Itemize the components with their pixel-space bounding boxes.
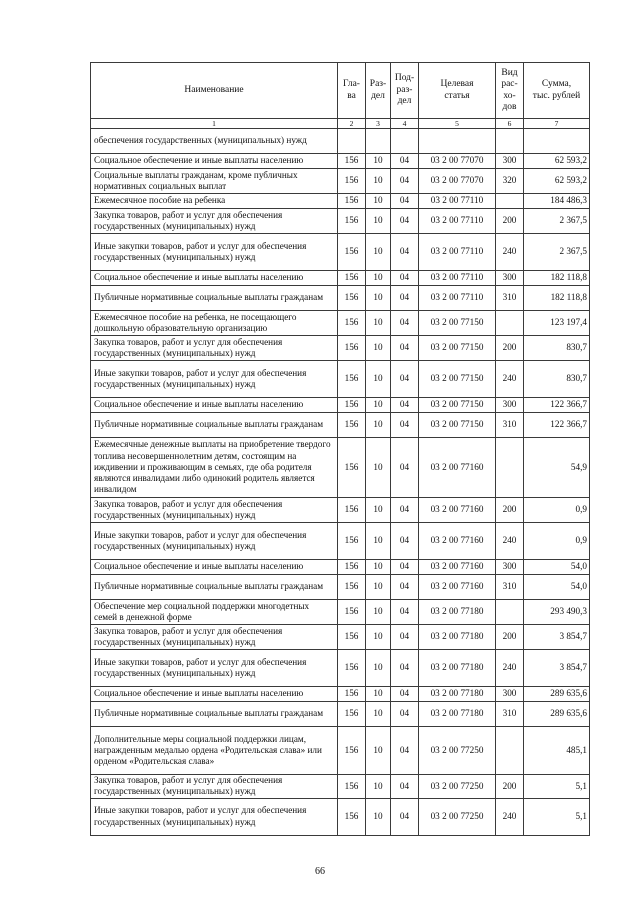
- row-razdel: 10: [366, 194, 391, 209]
- row-vid: 310: [496, 286, 524, 311]
- row-podrazdel: 04: [391, 336, 419, 361]
- row-name: Социальное обеспечение и иные выплаты населению: [91, 154, 338, 169]
- row-vid: 200: [496, 775, 524, 799]
- row-glava: 156: [338, 169, 366, 194]
- row-razdel: 10: [366, 575, 391, 600]
- header-name: Наименование: [91, 63, 338, 119]
- row-glava: 156: [338, 311, 366, 336]
- header-target: Целевая статья: [419, 63, 496, 119]
- table-row: [91, 271, 590, 286]
- table-row: [91, 413, 590, 438]
- row-name: Публичные нормативные социальные выплаты гражданам: [91, 575, 338, 600]
- row-sum: 122 366,7: [524, 398, 590, 413]
- row-glava: 156: [338, 702, 366, 727]
- row-sum: 3 854,7: [524, 625, 590, 650]
- row-name: Ежемесячные денежные выплаты на приобретение твердого топлива несовершеннолетним детям, состоящим на иждивении и проживающим в семьях, где оба родителя являются инвалидами либо одинокий родитель является инвалидом: [91, 438, 338, 498]
- row-vid: 200: [496, 498, 524, 523]
- row-sum: 2 367,5: [524, 234, 590, 271]
- row-sum: 122 366,7: [524, 413, 590, 438]
- row-sum: 2 367,5: [524, 209, 590, 234]
- row-podrazdel: 04: [391, 169, 419, 194]
- row-razdel: 10: [366, 361, 391, 398]
- row-target: 03 2 00 77150: [419, 336, 496, 361]
- row-glava: 156: [338, 286, 366, 311]
- row-podrazdel: 04: [391, 194, 419, 209]
- row-target: 03 2 00 77110: [419, 209, 496, 234]
- row-sum: 54,0: [524, 575, 590, 600]
- row-glava: 156: [338, 523, 366, 560]
- table-row: [91, 775, 590, 799]
- row-name: Закупка товаров, работ и услуг для обеспечения государственных (муниципальных) нужд: [91, 336, 338, 361]
- table-row: [91, 234, 590, 271]
- row-vid: 200: [496, 209, 524, 234]
- row-target: 03 2 00 77180: [419, 650, 496, 687]
- row-target: [419, 129, 496, 154]
- row-target: 03 2 00 77160: [419, 575, 496, 600]
- row-razdel: 10: [366, 234, 391, 271]
- row-sum: 0,9: [524, 523, 590, 560]
- header-row: [91, 63, 590, 119]
- row-target: 03 2 00 77110: [419, 234, 496, 271]
- row-glava: 156: [338, 361, 366, 398]
- table-row: [91, 209, 590, 234]
- row-target: 03 2 00 77070: [419, 169, 496, 194]
- table-row: [91, 438, 590, 498]
- row-razdel: 10: [366, 650, 391, 687]
- row-target: 03 2 00 77180: [419, 702, 496, 727]
- row-razdel: 10: [366, 625, 391, 650]
- row-name: обеспечения государственных (муниципальных) нужд: [91, 129, 338, 154]
- header-vid: Вид рас- хо- дов: [496, 63, 524, 119]
- column-number: 6: [496, 119, 524, 129]
- row-vid: 310: [496, 575, 524, 600]
- table-row: [91, 687, 590, 702]
- header-razdel: Раз- дел: [366, 63, 391, 119]
- row-sum: 182 118,8: [524, 271, 590, 286]
- row-target: 03 2 00 77110: [419, 194, 496, 209]
- row-razdel: [366, 129, 391, 154]
- column-number: 7: [524, 119, 590, 129]
- table-row: [91, 523, 590, 560]
- row-glava: 156: [338, 798, 366, 835]
- row-sum: 184 486,3: [524, 194, 590, 209]
- row-razdel: 10: [366, 398, 391, 413]
- row-name: Иные закупки товаров, работ и услуг для обеспечения государственных (муниципальных) нужд: [91, 361, 338, 398]
- row-vid: 240: [496, 523, 524, 560]
- table-row: [91, 336, 590, 361]
- row-target: 03 2 00 77070: [419, 154, 496, 169]
- row-razdel: 10: [366, 727, 391, 775]
- row-razdel: 10: [366, 600, 391, 625]
- row-podrazdel: 04: [391, 398, 419, 413]
- row-podrazdel: 04: [391, 311, 419, 336]
- row-name: Социальное обеспечение и иные выплаты населению: [91, 398, 338, 413]
- row-vid: [496, 600, 524, 625]
- row-podrazdel: 04: [391, 600, 419, 625]
- row-podrazdel: [391, 129, 419, 154]
- row-podrazdel: 04: [391, 271, 419, 286]
- row-name: Закупка товаров, работ и услуг для обеспечения государственных (муниципальных) нужд: [91, 775, 338, 799]
- row-sum: 289 635,6: [524, 702, 590, 727]
- row-sum: 54,9: [524, 438, 590, 498]
- page-number: 66: [315, 866, 325, 877]
- row-podrazdel: 04: [391, 413, 419, 438]
- row-razdel: 10: [366, 798, 391, 835]
- row-name: Дополнительные меры социальной поддержки лицам, награжденным медалью ордена «Родительская слава» или орденом «Родительская слава»: [91, 727, 338, 775]
- row-name: Закупка товаров, работ и услуг для обеспечения государственных (муниципальных) нужд: [91, 209, 338, 234]
- row-vid: 310: [496, 413, 524, 438]
- row-podrazdel: 04: [391, 361, 419, 398]
- row-glava: 156: [338, 498, 366, 523]
- row-glava: 156: [338, 600, 366, 625]
- row-razdel: 10: [366, 154, 391, 169]
- row-name: Публичные нормативные социальные выплаты гражданам: [91, 702, 338, 727]
- table-row: [91, 702, 590, 727]
- row-name: Иные закупки товаров, работ и услуг для обеспечения государственных (муниципальных) нужд: [91, 650, 338, 687]
- row-glava: 156: [338, 625, 366, 650]
- row-target: 03 2 00 77110: [419, 271, 496, 286]
- budget-table: [90, 62, 590, 836]
- row-vid: 300: [496, 687, 524, 702]
- row-target: 03 2 00 77160: [419, 523, 496, 560]
- table-row: [91, 311, 590, 336]
- row-target: 03 2 00 77180: [419, 600, 496, 625]
- row-glava: 156: [338, 438, 366, 498]
- table-row: [91, 650, 590, 687]
- row-name: Социальное обеспечение и иные выплаты населению: [91, 271, 338, 286]
- row-sum: 123 197,4: [524, 311, 590, 336]
- header-glava: Гла- ва: [338, 63, 366, 119]
- table-body: [91, 129, 590, 836]
- row-razdel: 10: [366, 687, 391, 702]
- row-glava: 156: [338, 336, 366, 361]
- row-podrazdel: 04: [391, 625, 419, 650]
- row-name: Иные закупки товаров, работ и услуг для обеспечения государственных (муниципальных) нужд: [91, 234, 338, 271]
- row-vid: [496, 727, 524, 775]
- row-razdel: 10: [366, 523, 391, 560]
- row-podrazdel: 04: [391, 560, 419, 575]
- row-name: Иные закупки товаров, работ и услуг для обеспечения государственных (муниципальных) нужд: [91, 523, 338, 560]
- row-vid: 300: [496, 271, 524, 286]
- table-row: [91, 154, 590, 169]
- row-podrazdel: 04: [391, 687, 419, 702]
- row-glava: [338, 129, 366, 154]
- row-glava: 156: [338, 398, 366, 413]
- row-podrazdel: 04: [391, 727, 419, 775]
- row-target: 03 2 00 77160: [419, 438, 496, 498]
- row-target: 03 2 00 77150: [419, 398, 496, 413]
- row-podrazdel: 04: [391, 234, 419, 271]
- row-vid: 240: [496, 234, 524, 271]
- row-vid: [496, 438, 524, 498]
- row-razdel: 10: [366, 702, 391, 727]
- row-glava: 156: [338, 727, 366, 775]
- row-vid: 300: [496, 154, 524, 169]
- row-target: 03 2 00 77250: [419, 798, 496, 835]
- row-podrazdel: 04: [391, 498, 419, 523]
- row-podrazdel: 04: [391, 775, 419, 799]
- row-target: 03 2 00 77150: [419, 361, 496, 398]
- table-row: [91, 286, 590, 311]
- table-row: [91, 194, 590, 209]
- row-glava: 156: [338, 650, 366, 687]
- row-razdel: 10: [366, 560, 391, 575]
- row-glava: 156: [338, 560, 366, 575]
- column-number-row: [91, 119, 590, 129]
- row-podrazdel: 04: [391, 575, 419, 600]
- row-name: Иные закупки товаров, работ и услуг для обеспечения государственных (муниципальных) нужд: [91, 798, 338, 835]
- row-podrazdel: 04: [391, 286, 419, 311]
- row-vid: 240: [496, 798, 524, 835]
- row-vid: [496, 194, 524, 209]
- row-podrazdel: 04: [391, 438, 419, 498]
- header-podrazdel: Под- раз- дел: [391, 63, 419, 119]
- column-number: 5: [419, 119, 496, 129]
- row-vid: 200: [496, 625, 524, 650]
- row-glava: 156: [338, 775, 366, 799]
- row-sum: 5,1: [524, 775, 590, 799]
- table-row: [91, 727, 590, 775]
- column-number: 1: [91, 119, 338, 129]
- row-podrazdel: 04: [391, 798, 419, 835]
- row-podrazdel: 04: [391, 650, 419, 687]
- row-razdel: 10: [366, 169, 391, 194]
- row-target: 03 2 00 77150: [419, 311, 496, 336]
- row-target: 03 2 00 77160: [419, 498, 496, 523]
- table-row: [91, 575, 590, 600]
- row-target: 03 2 00 77110: [419, 286, 496, 311]
- row-name: Публичные нормативные социальные выплаты гражданам: [91, 286, 338, 311]
- table-row: [91, 498, 590, 523]
- row-target: 03 2 00 77250: [419, 775, 496, 799]
- row-name: Ежемесячное пособие на ребенка: [91, 194, 338, 209]
- row-podrazdel: 04: [391, 523, 419, 560]
- row-name: Социальное обеспечение и иные выплаты населению: [91, 560, 338, 575]
- row-name: Социальные выплаты гражданам, кроме публичных нормативных социальных выплат: [91, 169, 338, 194]
- row-podrazdel: 04: [391, 154, 419, 169]
- row-vid: 300: [496, 560, 524, 575]
- row-podrazdel: 04: [391, 209, 419, 234]
- row-sum: 5,1: [524, 798, 590, 835]
- row-sum: 3 854,7: [524, 650, 590, 687]
- table-row: [91, 625, 590, 650]
- row-sum: 54,0: [524, 560, 590, 575]
- row-razdel: 10: [366, 271, 391, 286]
- row-target: 03 2 00 77180: [419, 625, 496, 650]
- table-row: [91, 798, 590, 835]
- row-name: Публичные нормативные социальные выплаты гражданам: [91, 413, 338, 438]
- row-sum: 830,7: [524, 336, 590, 361]
- row-sum: 0,9: [524, 498, 590, 523]
- row-glava: 156: [338, 154, 366, 169]
- row-sum: 830,7: [524, 361, 590, 398]
- table-row: [91, 361, 590, 398]
- row-glava: 156: [338, 271, 366, 286]
- row-glava: 156: [338, 194, 366, 209]
- row-sum: 289 635,6: [524, 687, 590, 702]
- row-razdel: 10: [366, 311, 391, 336]
- row-razdel: 10: [366, 438, 391, 498]
- row-name: Обеспечение мер социальной поддержки многодетных семей в денежной форме: [91, 600, 338, 625]
- table-row: [91, 129, 590, 154]
- header-sum: Сумма, тыс. рублей: [524, 63, 590, 119]
- row-glava: 156: [338, 413, 366, 438]
- row-name: Ежемесячное пособие на ребенка, не посещающего дошкольную образовательную организацию: [91, 311, 338, 336]
- row-razdel: 10: [366, 413, 391, 438]
- row-name: Закупка товаров, работ и услуг для обеспечения государственных (муниципальных) нужд: [91, 625, 338, 650]
- row-glava: 156: [338, 209, 366, 234]
- table-header: [91, 63, 590, 129]
- row-target: 03 2 00 77250: [419, 727, 496, 775]
- table-row: [91, 398, 590, 413]
- table-row: [91, 169, 590, 194]
- row-sum: 182 118,8: [524, 286, 590, 311]
- row-target: 03 2 00 77150: [419, 413, 496, 438]
- row-glava: 156: [338, 234, 366, 271]
- row-glava: 156: [338, 575, 366, 600]
- row-razdel: 10: [366, 286, 391, 311]
- row-vid: 300: [496, 398, 524, 413]
- column-number: 3: [366, 119, 391, 129]
- row-razdel: 10: [366, 209, 391, 234]
- row-podrazdel: 04: [391, 702, 419, 727]
- row-sum: 62 593,2: [524, 154, 590, 169]
- row-sum: [524, 129, 590, 154]
- column-number: 2: [338, 119, 366, 129]
- row-vid: 240: [496, 650, 524, 687]
- row-vid: 320: [496, 169, 524, 194]
- row-vid: 200: [496, 336, 524, 361]
- row-vid: 240: [496, 361, 524, 398]
- row-name: Закупка товаров, работ и услуг для обеспечения государственных (муниципальных) нужд: [91, 498, 338, 523]
- row-razdel: 10: [366, 336, 391, 361]
- row-target: 03 2 00 77180: [419, 687, 496, 702]
- row-name: Социальное обеспечение и иные выплаты населению: [91, 687, 338, 702]
- row-sum: 293 490,3: [524, 600, 590, 625]
- row-razdel: 10: [366, 775, 391, 799]
- row-glava: 156: [338, 687, 366, 702]
- row-vid: [496, 129, 524, 154]
- row-sum: 485,1: [524, 727, 590, 775]
- row-vid: [496, 311, 524, 336]
- table-row: [91, 560, 590, 575]
- row-vid: 310: [496, 702, 524, 727]
- row-target: 03 2 00 77160: [419, 560, 496, 575]
- row-razdel: 10: [366, 498, 391, 523]
- table-row: [91, 600, 590, 625]
- column-number: 4: [391, 119, 419, 129]
- row-sum: 62 593,2: [524, 169, 590, 194]
